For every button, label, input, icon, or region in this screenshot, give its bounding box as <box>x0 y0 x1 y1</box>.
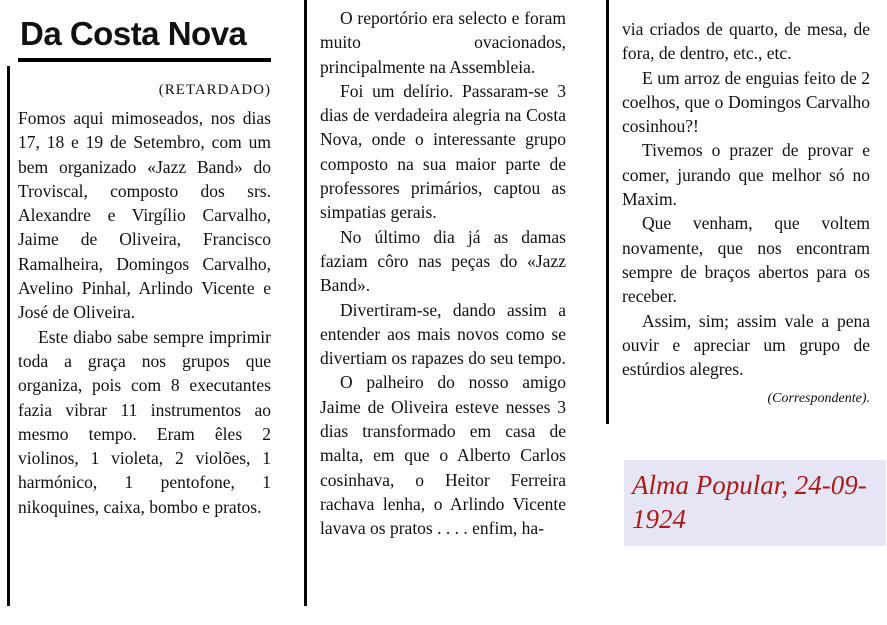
paragraph: Que venham, que voltem novamente, que nos encontram sempre de braços abertos para os receber. <box>622 213 870 307</box>
signoff: (Correspondente). <box>767 391 870 407</box>
paragraph: Este diabo sabe sempre imprimir toda a graça nos grupos que organiza, pois com 8 executantes fazia vibrar 11 instrumentos ao mesmo tempo. Eram êles 2 violinos, 1 violeta, 2 violões, 1 harmónico, 1 pentofone, 1 nikoquines, caixa, bombo e pratos. <box>18 326 271 517</box>
headline-rule <box>18 58 271 62</box>
paragraph: Fomos aqui mimoseados, nos dias 17, 18 e 19 de Setembro, com um bem organizado «Jazz Band» do Troviscal, composto dos srs. Alexandre e Virgílio Carvalho, Jaime de Oliveira, Francisco Ramalheira, Domingos Carvalho, Avelino Pinhal, Arlindo Vicente e José de Oliveira. <box>18 108 271 323</box>
paragraph: via criados de quarto, de mesa, de fora, de dentro, etc., etc. <box>622 19 870 64</box>
article-column-3 <box>622 17 870 412</box>
article-column-1 <box>18 0 271 519</box>
subtitle: (RETARDADO) <box>158 82 271 98</box>
source-caption <box>624 460 886 546</box>
paragraph: Foi um delírio. Passaram-se 3 dias de verdadeira alegria na Costa Nova, onde o interessante grupo composto na sua maior parte de professores primários, captou as simpatias gerais. <box>320 80 566 223</box>
article-column-2 <box>320 6 566 541</box>
column-rule-left <box>7 66 10 606</box>
paragraph: Tivemos o prazer de provar e comer, jurando que melhor só no Maxim. <box>622 140 870 210</box>
paragraph: O palheiro do nosso amigo Jaime de Oliveira esteve nesses 3 dias transformado em casa de malta, em que o Alberto Carlos cosinhava, o Heitor Ferreira rachava lenha, o Arlindo Vicente lavava os pratos . . . . enfim, ha- <box>320 372 566 539</box>
paragraph: No último dia já as damas faziam côro nas peças do «Jazz Band». <box>320 226 566 296</box>
paragraph: E um arroz de enguias feito de 2 coelhos, que o Domingos Carvalho cosinhou?! <box>622 67 870 137</box>
column-rule-1 <box>304 0 307 606</box>
paragraph: O reportório era selecto e foram muito ovacionados, principalmente na Assembleia. <box>320 8 566 77</box>
source-caption-text: Alma Popular, 24-09-1924 <box>632 470 867 534</box>
column-rule-2 <box>606 0 609 424</box>
paragraph: Divertiram-se, dando assim a entender aos mais novos como se divertiam os rapazes do seu tempo. <box>320 299 566 369</box>
headline: Da Costa Nova <box>20 15 247 52</box>
paragraph: Assim, sim; assim vale a pena ouvir e apreciar um grupo de estúrdios alegres. <box>622 310 870 380</box>
